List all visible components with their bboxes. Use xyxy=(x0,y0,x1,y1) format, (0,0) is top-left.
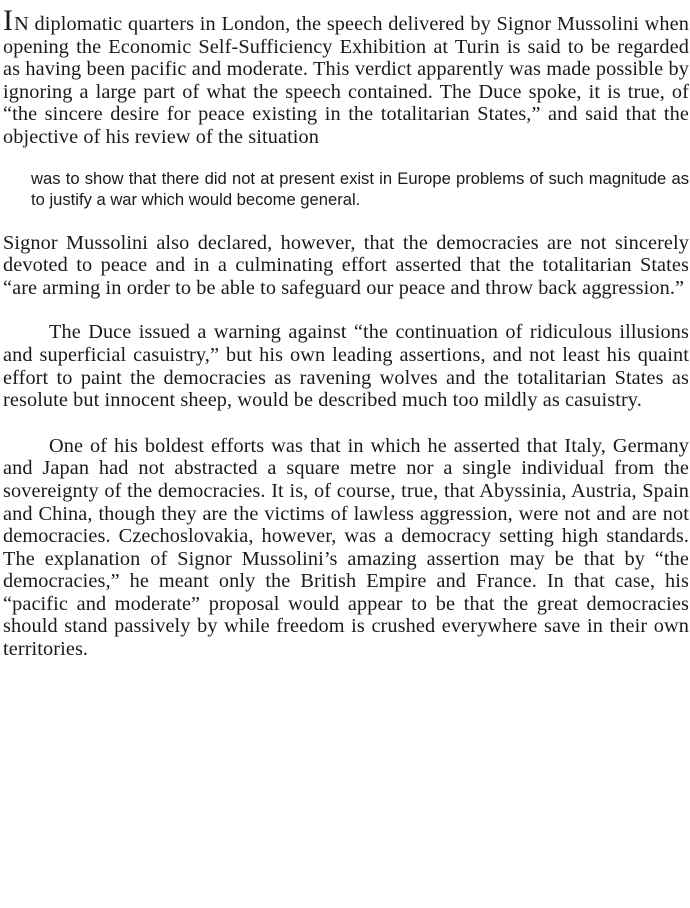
paragraph-intro xyxy=(3,4,689,149)
drop-cap: I xyxy=(3,4,14,37)
paragraph-warning: The Duce issued a warning against “the continuation of ridiculous illusions and superficial casuistry,” but his own leading assertions, and not least his quaint effort to paint the democracies as ravening wolves and the totalitarian States as resolute but innocent sheep, would be described much too mildly as casuistry. xyxy=(3,321,689,412)
block-quote: was to show that there did not at present exist in Europe problems of such magnitude as to justify a war which would become general. xyxy=(31,168,689,209)
paragraph-intro-text: N diplomatic quarters in London, the speech delivered by Signor Mussolini when opening the Economic Self-Sufficiency Exhibition at Turin is said to be regarded as having been pacific and moderate. This verdict apparently was made possible by ignoring a large part of what the speech contained. The Duce spoke, it is true, of “the sincere desire for peace existing in the totalitarian States,” and said that the objective of his review of the situation xyxy=(3,13,689,148)
article-column xyxy=(3,4,689,661)
paragraph-declaration: Signor Mussolini also declared, however, that the democracies are not sincerely devoted to peace and in a culminating effort asserted that the totalitarian States “are arming in order to be able to safeguard our peace and throw back aggression.” xyxy=(3,231,689,299)
paragraph-boldest-efforts: One of his boldest efforts was that in which he asserted that Italy, Germany and Japan had not abstracted a square metre nor a single individual from the sovereignty of the democracies. It is, of course, true, that Abyssinia, Austria, Spain and China, though they are the victims of lawless aggression, were not and are not democracies. Czechoslovakia, however, was a democracy setting high standards. The explanation of Signor Mussolini’s amazing assertion may be that by “the democracies,” he meant only the British Empire and France. In that case, his “pacific and moderate” proposal would appear to be that the great democracies should stand passively by while freedom is crushed everywhere save in their own territories. xyxy=(3,434,689,661)
